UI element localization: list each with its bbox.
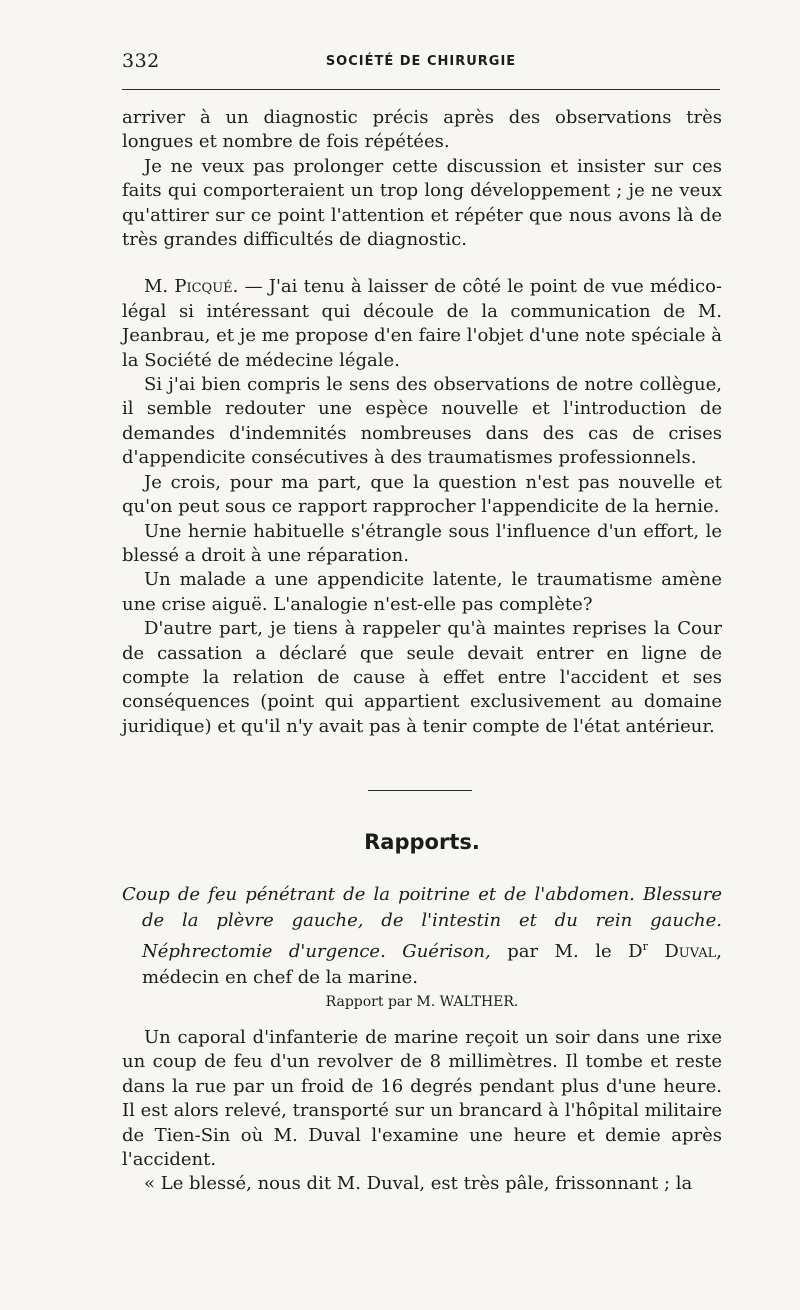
report-title-sup: r: [642, 940, 648, 953]
paragraph: arriver à un diagnostic précis après des observations très longues et nombre de fois répétées.: [122, 107, 722, 153]
paragraph-picque: [122, 275, 722, 373]
report-author: Duval,: [647, 941, 722, 962]
page-number: 332: [122, 50, 160, 72]
paragraph: Un caporal d'infanterie de marine reçoit un soir dans une rixe un coup de feu d'un revolver de 8 millimètres. Il tombe et reste dans la rue par un froid de 16 degrés pendant plus d'une heure. Il est alors relevé, transporté sur un brancard à l'hôpital militaire de Tien-Sin où M. Duval l'examine une heure et demie après l'accident.: [122, 1027, 722, 1171]
report-title-tail: médecin en chef de la marine.: [142, 967, 418, 988]
paragraph-text: — J'ai tenu à laisser de côté le point de vue médico-légal si intéressant qui découle de la communication de M. Jeanbrau, et je me propose d'en faire l'objet d'une note spéciale à la Société de médecine légale.: [122, 276, 722, 371]
report-title-italic: Coup de feu pénétrant de la poitrine et de l'abdomen. Blessure de la plèvre gauche, de l'intestin et du rein gauche. Néphrectomie d'urgence. Guérison,: [122, 884, 722, 962]
report-title: [122, 882, 722, 991]
section-title: Rapports.: [364, 830, 480, 854]
paragraph: Si j'ai bien compris le sens des observations de notre collègue, il semble redouter une espèce nouvelle et l'introduction de demandes d'indemnités nombreuses dans des cas de crises d'appendicite consécutives à des traumatismes professionnels.: [122, 374, 722, 469]
running-title: SOCIÉTÉ DE CHIRURGIE: [325, 54, 517, 69]
report-heading: [122, 882, 722, 1013]
report-reporter: Rapport par M. WALTHER.: [325, 994, 519, 1010]
paragraph: D'autre part, je tiens à rappeler qu'à maintes reprises la Cour de cassation a déclaré que seule devait entrer en ligne de compte la relation de cause à effet entre l'accident et ses conséquences (point qui appartient exclusivement au domaine juridique) et qu'il n'y avait pas à tenir compte de l'état antérieur.: [122, 618, 722, 737]
paragraph: Je crois, pour ma part, que la question n'est pas nouvelle et qu'on peut sous ce rapport rapprocher l'appendicite de la hernie.: [122, 471, 722, 518]
paragraph: « Le blessé, nous dit M. Duval, est très pâle, frissonnant ; la: [144, 1173, 693, 1195]
paragraph: Un malade a une appendicite latente, le traumatisme amène une crise aiguë. L'analogie n'est-elle pas complète?: [122, 569, 722, 615]
report-title-by: par M. le D: [490, 941, 643, 962]
paragraph: Une hernie habituelle s'étrangle sous l'influence d'un effort, le blessé a droit à une réparation.: [122, 520, 722, 566]
header-rule: [122, 89, 720, 90]
page-header: [122, 50, 720, 80]
speaker-name: M. Picqué.: [144, 276, 239, 298]
section-separator: [368, 790, 472, 791]
discussion-text: [122, 106, 722, 739]
paragraph: Je ne veux pas prolonger cette discussion et insister sur ces faits qui comporteraient un trop long développement ; je ne veux qu'attirer sur ce point l'attention et répéter que nous avons là de très grandes difficultés de diagnostic.: [122, 155, 722, 251]
report-text: [122, 1026, 722, 1197]
